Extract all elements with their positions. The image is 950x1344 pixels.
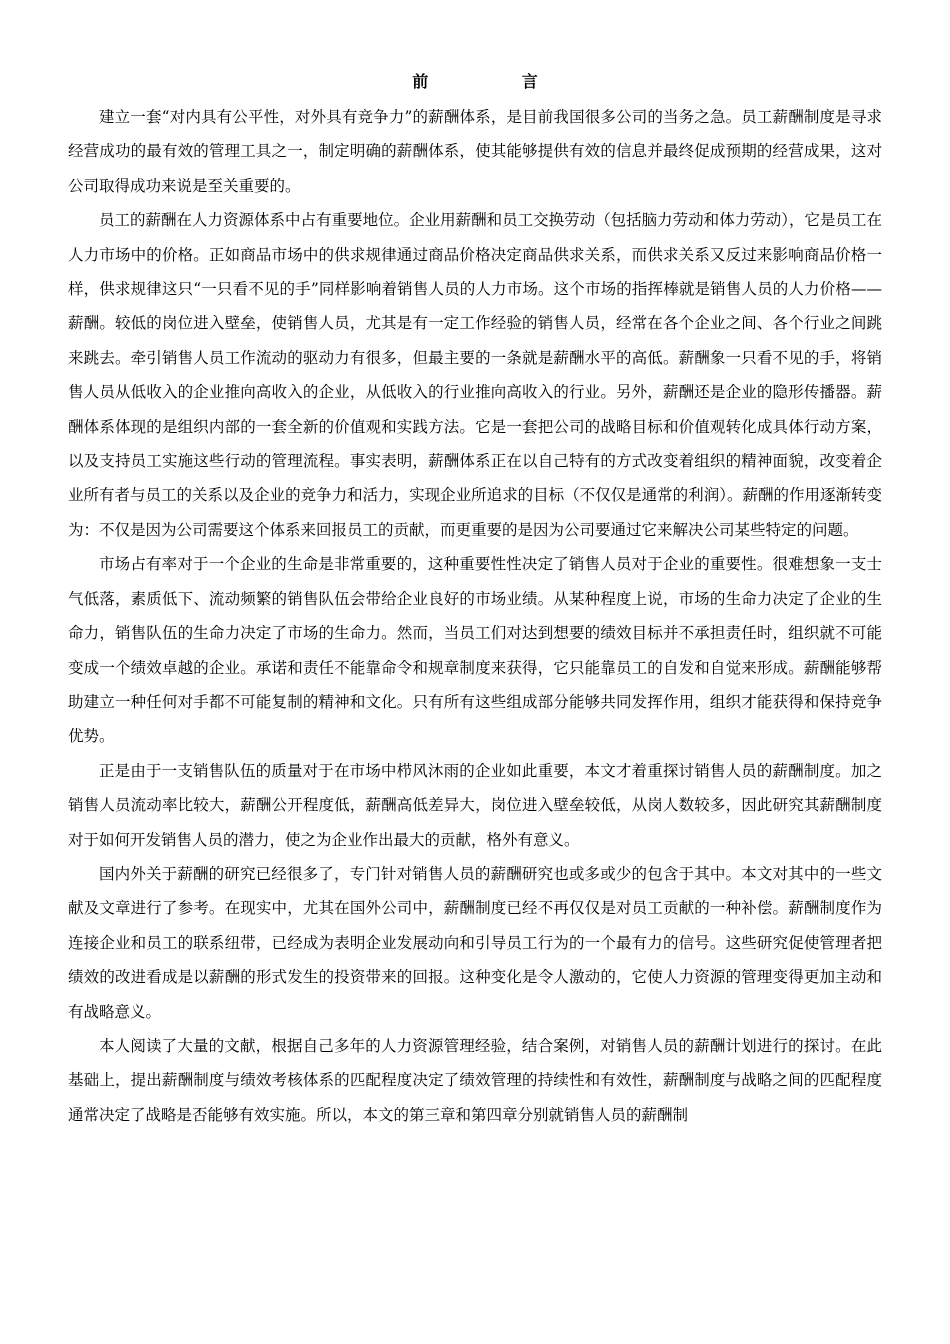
- paragraph-5: 国内外关于薪酬的研究已经很多了，专门针对销售人员的薪酬研究也或多或少的包含于其中。本文对其中的一些文献及文章进行了参考。在现实中，尤其在国外公司中，薪酬制度已经不再仅仅是对员工贡献的一种补偿。薪酬制度作为连接企业和员工的联系纽带，已经成为表明企业发展动向和引导员工行为的一个最有力的信号。这些研究促使管理者把绩效的改进看成是以薪酬的形式发生的投资带来的回报。这种变化是令人激动的，它使人力资源的管理变得更加主动和有战略意义。: [68, 864, 882, 1021]
- body-text: [68, 100, 882, 1132]
- paragraph-3: 市场占有率对于一个企业的生命是非常重要的，这种重要性性决定了销售人员对于企业的重要性。很难想象一支士气低落，素质低下、流动频繁的销售队伍会带给企业良好的市场业绩。从某种程度上说，市场的生命力决定了企业的生命力，销售队伍的生命力决定了市场的生命力。然而，当员工们对达到想要的绩效目标并不承担责任时，组织就不可能变成一个绩效卓越的企业。承诺和责任不能靠命令和规章制度来获得，它只能靠员工的自发和自觉来形成。薪酬能够帮助建立一种任何对手都不可能复制的精神和文化。只有所有这些组成部分能够共同发挥作用，组织才能获得和保持竞争优势。: [68, 555, 882, 746]
- page-title: 前 言: [412, 72, 582, 91]
- paragraph-6: 本人阅读了大量的文献，根据自己多年的人力资源管理经验，结合案例，对销售人员的薪酬计划进行的探讨。在此基础上，提出薪酬制度与绩效考核体系的匹配程度决定了绩效管理的持续性和有效性，薪酬制度与战略之间的匹配程度通常决定了战略是否能够有效实施。所以，本文的第三章和第四章分别就销售人员的薪酬制: [68, 1036, 882, 1124]
- paragraph-1: 建立一套“对内具有公平性，对外具有竞争力”的薪酬体系，是目前我国很多公司的当务之急。员工薪酬制度是寻求经营成功的最有效的管理工具之一，制定明确的薪酬体系，使其能够提供有效的信息并最终促成预期的经营成果，这对公司取得成功来说是至关重要的。: [68, 108, 882, 195]
- paragraph-2: 员工的薪酬在人力资源体系中占有重要地位。企业用薪酬和员工交换劳动（包括脑力劳动和体力劳动），它是员工在人力市场中的价格。正如商品市场中的供求规律通过商品价格决定商品供求关系，而供求关系又反过来影响商品价格一样，供求规律这只“一只看不见的手”同样影响着销售人员的人力市场。这个市场的指挥棒就是销售人员的人力价格——薪酬。较低的岗位进入壁垒，使销售人员，尤其是有一定工作经验的销售人员，经常在各个企业之间、各个行业之间跳来跳去。牵引销售人员工作流动的驱动力有很多，但最主要的一条就是薪酬水平的高低。薪酬象一只看不见的手，将销售人员从低收入的企业推向高收入的企业，从低收入的行业推向高收入的行业。另外，薪酬还是企业的隐形传播器。薪酬体系体现的是组织内部的一套全新的价值观和实践方法。它是一套把公司的战略目标和价值观转化成具体行动方案，以及支持员工实施这些行动的管理流程。事实表明，薪酬体系正在以自己特有的方式改变着组织的精神面貌，改变着企业所有者与员工的关系以及企业的竞争力和活力，实现企业所追求的目标（不仅仅是通常的利润）。薪酬的作用逐渐转变为：不仅是因为公司需要这个体系来回报员工的贡献，而更重要的是因为公司要通过它来解决公司某些特定的问题。: [68, 211, 882, 539]
- paragraph-4: 正是由于一支销售队伍的质量对于在市场中栉风沐雨的企业如此重要，本文才着重探讨销售人员的薪酬制度。加之销售人员流动率比较大，薪酬公开程度低，薪酬高低差异大，岗位进入壁垒较低，从岗人数较多，因此研究其薪酬制度对于如何开发销售人员的潜力，使之为企业作出最大的贡献，格外有意义。: [68, 761, 882, 849]
